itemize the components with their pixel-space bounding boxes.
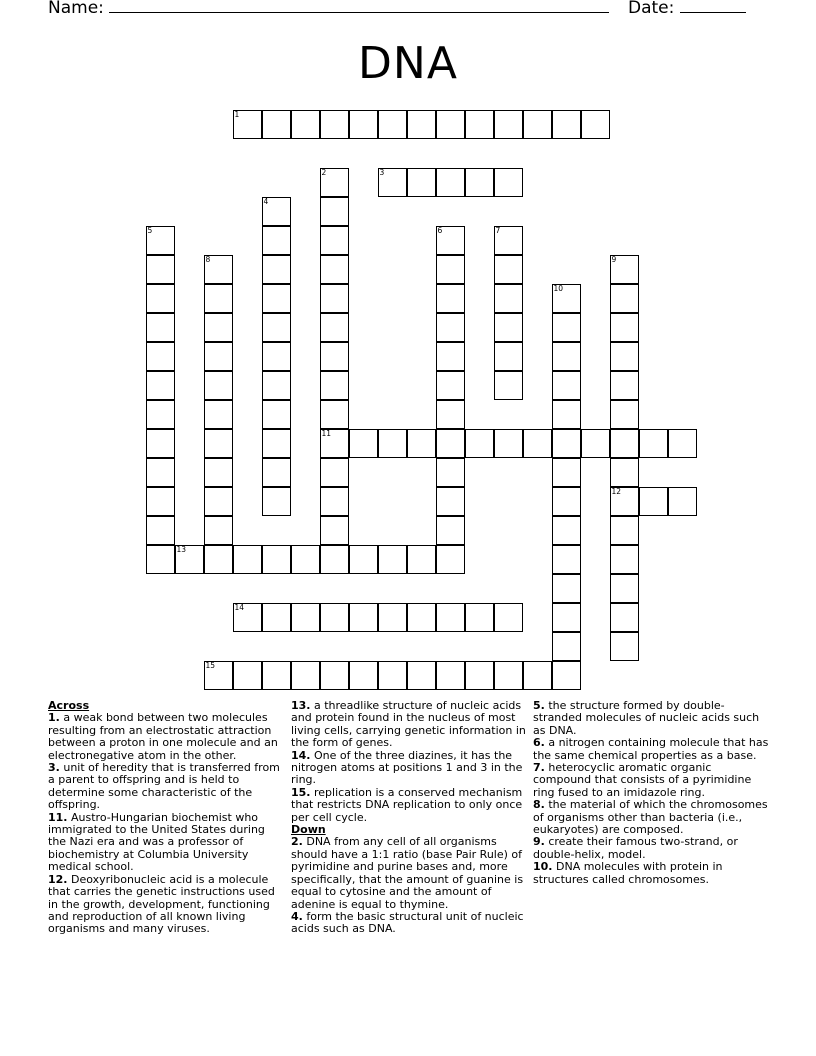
grid-cell[interactable] — [320, 284, 349, 313]
grid-cell[interactable] — [436, 342, 465, 371]
clue-number: 2 — [321, 167, 327, 177]
grid-cell[interactable] — [407, 545, 436, 574]
clue-across-3: 3. unit of heredity that is transferred from a parent to offspring and is held to determine some characteristic of the offspring. — [48, 761, 280, 812]
clue-number: 7 — [495, 225, 501, 235]
grid-cell[interactable] — [552, 661, 581, 690]
grid-cell[interactable] — [610, 516, 639, 545]
grid-cell[interactable] — [639, 429, 668, 458]
grid-cell[interactable] — [552, 342, 581, 371]
clue-number: 15 — [205, 660, 216, 670]
clue-across-11: 11. Austro-Hungarian biochemist who immigrated to the United States during the Nazi era and was a professor of biochemistry at Columbia University medical school. — [48, 810, 265, 874]
clues-column-1 — [48, 700, 284, 936]
grid-cell[interactable] — [262, 661, 291, 690]
grid-cell[interactable] — [320, 458, 349, 487]
clue-number: 1 — [234, 109, 240, 119]
grid-cell[interactable] — [320, 516, 349, 545]
clue-across-13: 13. a threadlike structure of nucleic acids and protein found in the nucleus of most living cells, carrying genetic information in the form of genes. — [291, 699, 526, 750]
page-title: DNA — [358, 38, 458, 89]
grid-cell[interactable] — [552, 603, 581, 632]
grid-cell[interactable] — [407, 603, 436, 632]
grid-cell[interactable] — [262, 400, 291, 429]
grid-cell[interactable] — [291, 603, 320, 632]
grid-cell[interactable] — [146, 371, 175, 400]
across-heading: Across — [48, 699, 90, 712]
grid-cell[interactable] — [436, 284, 465, 313]
clue-down-6: 6. a nitrogen containing molecule that has the same chemical properties as a base. — [533, 736, 769, 762]
clue-number: 9 — [611, 254, 617, 264]
grid-cell[interactable] — [378, 603, 407, 632]
clue-number: 8 — [205, 254, 211, 264]
grid-cell[interactable] — [552, 110, 581, 139]
grid-cell[interactable] — [494, 371, 523, 400]
grid-cell[interactable] — [523, 661, 552, 690]
grid-cell[interactable] — [436, 226, 465, 255]
grid-cell[interactable] — [262, 371, 291, 400]
grid-cell[interactable] — [610, 400, 639, 429]
grid-cell[interactable] — [204, 545, 233, 574]
grid-cell[interactable] — [610, 255, 639, 284]
grid-cell[interactable] — [204, 400, 233, 429]
grid-cell[interactable] — [262, 545, 291, 574]
grid-cell[interactable] — [320, 110, 349, 139]
grid-cell[interactable] — [668, 429, 697, 458]
clue-number: 4 — [263, 196, 269, 206]
grid-cell[interactable] — [262, 487, 291, 516]
grid-cell[interactable] — [639, 487, 668, 516]
grid-cell[interactable] — [378, 661, 407, 690]
clue-down-10: 10. DNA molecules with protein in structures called chromosomes. — [533, 860, 723, 886]
grid-cell[interactable] — [610, 603, 639, 632]
grid-cell[interactable] — [610, 545, 639, 574]
grid-cell[interactable] — [204, 342, 233, 371]
grid-cell[interactable] — [320, 429, 349, 458]
grid-cell[interactable] — [610, 429, 639, 458]
grid-cell[interactable] — [407, 110, 436, 139]
clue-across-1: 1. a weak bond between two molecules resulting from an electrostatic attraction between a proton in one molecule and an electronegative atom in the other. — [48, 711, 278, 762]
grid-cell[interactable] — [262, 429, 291, 458]
grid-cell[interactable] — [465, 429, 494, 458]
grid-cell[interactable] — [146, 400, 175, 429]
clue-number: 12 — [611, 486, 622, 496]
grid-cell[interactable] — [320, 342, 349, 371]
date-label: Date: — [628, 0, 675, 18]
grid-cell[interactable] — [233, 110, 262, 139]
clue-number: 5 — [147, 225, 153, 235]
grid-cell[interactable] — [465, 168, 494, 197]
clue-number: 3 — [379, 167, 385, 177]
grid-cell[interactable] — [349, 110, 378, 139]
grid-cell[interactable] — [494, 603, 523, 632]
grid-cell[interactable] — [146, 458, 175, 487]
grid-cell[interactable] — [610, 632, 639, 661]
grid-cell[interactable] — [552, 429, 581, 458]
clue-down-4: 4. form the basic structural unit of nucleic acids such as DNA. — [291, 909, 524, 936]
grid-cell[interactable] — [262, 255, 291, 284]
grid-cell[interactable] — [204, 313, 233, 342]
grid-cell[interactable] — [262, 226, 291, 255]
grid-cell[interactable] — [436, 603, 465, 632]
grid-cell[interactable] — [320, 226, 349, 255]
grid-cell[interactable] — [320, 400, 349, 429]
grid-cell[interactable] — [494, 168, 523, 197]
grid-cell[interactable] — [494, 110, 523, 139]
grid-cell[interactable] — [262, 342, 291, 371]
grid-cell[interactable] — [610, 371, 639, 400]
grid-cell[interactable] — [436, 371, 465, 400]
clue-down-2: 2. DNA from any cell of all organisms should have a 1:1 ratio (base Pair Rule) of pyrimidine and purine bases and, more specifically, that the amount of guanine is equal to cytosine and the amount of adenine is equal to thymine. — [291, 835, 524, 911]
grid-cell[interactable] — [523, 110, 552, 139]
grid-cell[interactable] — [262, 458, 291, 487]
grid-cell[interactable] — [436, 429, 465, 458]
grid-cell[interactable] — [436, 661, 465, 690]
grid-cell[interactable] — [204, 661, 233, 690]
grid-cell[interactable] — [146, 284, 175, 313]
grid-cell[interactable] — [494, 284, 523, 313]
grid-cell[interactable] — [175, 545, 204, 574]
grid-cell[interactable] — [262, 110, 291, 139]
grid-cell[interactable] — [436, 516, 465, 545]
grid-cell[interactable] — [668, 487, 697, 516]
grid-cell[interactable] — [494, 342, 523, 371]
grid-cell[interactable] — [552, 632, 581, 661]
clue-down-8: 8. the material of which the chromosomes of organisms other than bacteria (i.e., eukaryotes) are composed. — [533, 798, 768, 837]
grid-cell[interactable] — [204, 487, 233, 516]
clue-across-12: 12. Deoxyribonucleic acid is a molecule that carries the genetic instructions used in the growth, development, functioning and reproduction of all known living organisms and many viruses. — [48, 872, 275, 936]
grid-cell[interactable] — [146, 516, 175, 545]
grid-cell[interactable] — [146, 255, 175, 284]
grid-cell[interactable] — [494, 661, 523, 690]
grid-cell[interactable] — [436, 487, 465, 516]
clue-down-7: 7. heterocyclic aromatic organic compound that consists of a pyrimidine ring fused to an imidazole ring. — [533, 761, 752, 799]
grid-cell[interactable] — [552, 487, 581, 516]
grid-cell[interactable] — [262, 197, 291, 226]
grid-cell[interactable] — [262, 284, 291, 313]
grid-cell[interactable] — [349, 661, 378, 690]
grid-cell[interactable] — [146, 313, 175, 342]
grid-cell[interactable] — [552, 284, 581, 313]
grid-cell[interactable] — [233, 545, 262, 574]
grid-cell[interactable] — [262, 313, 291, 342]
grid-cell[interactable] — [436, 400, 465, 429]
grid-cell[interactable] — [349, 545, 378, 574]
grid-cell[interactable] — [378, 110, 407, 139]
grid-cell[interactable] — [610, 458, 639, 487]
grid-cell[interactable] — [465, 661, 494, 690]
grid-cell[interactable] — [494, 226, 523, 255]
grid-cell[interactable] — [465, 603, 494, 632]
grid-cell[interactable] — [436, 545, 465, 574]
name-label: Name: — [48, 0, 104, 18]
clue-down-5: 5. the structure formed by double-stranded molecules of nucleic acids such as DNA. — [533, 699, 760, 737]
grid-cell[interactable] — [320, 487, 349, 516]
grid-cell[interactable] — [320, 661, 349, 690]
grid-cell[interactable] — [320, 197, 349, 226]
clue-number: 14 — [234, 602, 245, 612]
down-heading: Down — [291, 823, 326, 837]
grid-cell[interactable] — [349, 429, 378, 458]
grid-cell[interactable] — [407, 429, 436, 458]
grid-cell[interactable] — [552, 516, 581, 545]
grid-cell[interactable] — [610, 313, 639, 342]
grid-cell[interactable] — [552, 371, 581, 400]
grid-cell[interactable] — [436, 110, 465, 139]
grid-cell[interactable] — [407, 661, 436, 690]
grid-cell[interactable] — [146, 545, 175, 574]
grid-cell[interactable] — [436, 255, 465, 284]
grid-cell[interactable] — [204, 284, 233, 313]
clues-column-3 — [533, 700, 769, 886]
grid-cell[interactable] — [204, 429, 233, 458]
grid-cell[interactable] — [262, 603, 291, 632]
clue-across-14: 14. One of the three diazines, it has the nitrogen atoms at positions 1 and 3 in the ring. — [291, 748, 523, 787]
grid-cell[interactable] — [523, 429, 552, 458]
clue-across-15: 15. replication is a conserved mechanism that restricts DNA replication to only once per cell cycle. — [291, 785, 523, 824]
grid-cell[interactable] — [291, 545, 320, 574]
grid-cell[interactable] — [581, 110, 610, 139]
grid-cell[interactable] — [349, 603, 378, 632]
grid-cell[interactable] — [494, 313, 523, 342]
grid-cell[interactable] — [320, 603, 349, 632]
grid-cell[interactable] — [494, 429, 523, 458]
grid-cell[interactable] — [146, 429, 175, 458]
grid-cell[interactable] — [320, 371, 349, 400]
grid-cell[interactable] — [291, 110, 320, 139]
grid-cell[interactable] — [146, 342, 175, 371]
grid-cell[interactable] — [465, 110, 494, 139]
grid-cell[interactable] — [204, 371, 233, 400]
grid-cell[interactable] — [204, 458, 233, 487]
clue-number: 13 — [176, 544, 187, 554]
grid-cell[interactable] — [494, 255, 523, 284]
grid-cell[interactable] — [204, 255, 233, 284]
grid-cell[interactable] — [610, 342, 639, 371]
grid-cell[interactable] — [378, 545, 407, 574]
grid-cell[interactable] — [233, 661, 262, 690]
grid-cell[interactable] — [552, 400, 581, 429]
grid-cell[interactable] — [581, 429, 610, 458]
clue-number: 11 — [321, 428, 332, 438]
clues-column-2 — [291, 700, 527, 936]
grid-cell[interactable] — [291, 661, 320, 690]
grid-cell[interactable] — [610, 574, 639, 603]
grid-cell[interactable] — [436, 458, 465, 487]
grid-cell[interactable] — [552, 545, 581, 574]
grid-cell[interactable] — [146, 226, 175, 255]
grid-cell[interactable] — [552, 313, 581, 342]
grid-cell[interactable] — [378, 429, 407, 458]
grid-cell[interactable] — [378, 168, 407, 197]
grid-cell[interactable] — [552, 458, 581, 487]
clue-down-9: 9. create their famous two-strand, or double-helix, model. — [533, 835, 738, 861]
grid-cell[interactable] — [146, 487, 175, 516]
grid-cell[interactable] — [233, 603, 262, 632]
grid-cell[interactable] — [610, 487, 639, 516]
grid-cell[interactable] — [320, 168, 349, 197]
grid-cell[interactable] — [204, 516, 233, 545]
clue-number: 6 — [437, 225, 443, 235]
grid-cell[interactable] — [320, 313, 349, 342]
clue-number: 10 — [553, 283, 564, 293]
grid-cell[interactable] — [552, 574, 581, 603]
grid-cell[interactable] — [320, 545, 349, 574]
grid-cell[interactable] — [436, 313, 465, 342]
grid-cell[interactable] — [320, 255, 349, 284]
grid-cell[interactable] — [610, 284, 639, 313]
grid-cell[interactable] — [407, 168, 436, 197]
grid-cell[interactable] — [436, 168, 465, 197]
